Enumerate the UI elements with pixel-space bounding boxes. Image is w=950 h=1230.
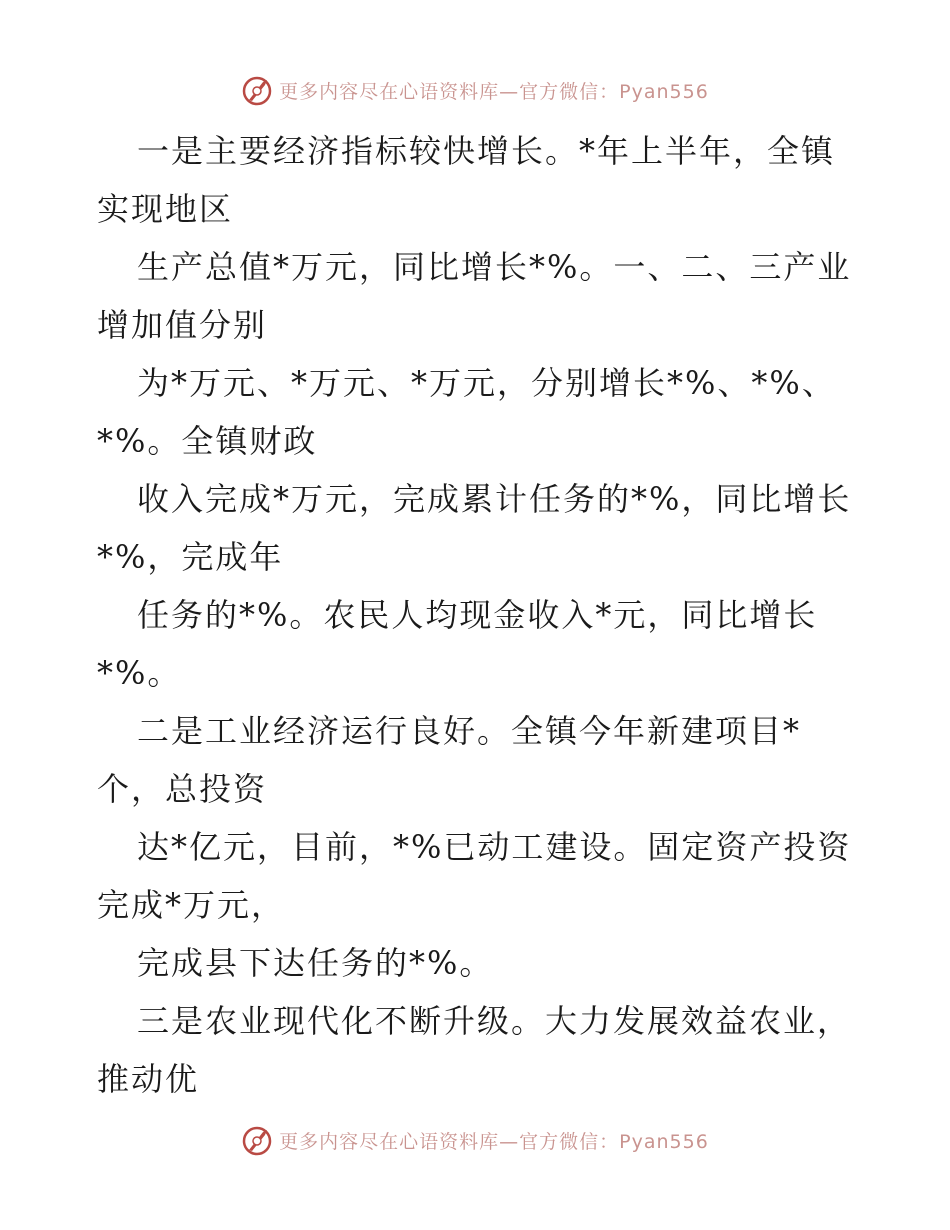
header-watermark: [0, 70, 950, 110]
text-line: 任务的*%。农民人均现金收入*元，同比增长: [137, 596, 818, 634]
text-line: *%，完成年: [97, 538, 284, 576]
text-line: 实现地区: [97, 190, 234, 228]
text-line: 为*万元、*万元、*万元，分别增长*%、*%、: [137, 364, 836, 402]
text-line: 生产总值*万元，同比增长*%。一、二、三产业: [137, 248, 852, 286]
watermark-text: 更多内容尽在心语资料库—官方微信：Pyan556: [279, 1130, 709, 1153]
quill-logo-icon: [241, 74, 273, 106]
text-line: 二是工业经济运行良好。全镇今年新建项目*: [137, 712, 802, 750]
text-line: 收入完成*万元，完成累计任务的*%，同比增长: [137, 480, 852, 518]
text-line: *%。: [97, 654, 182, 692]
text-line: 达*亿元，目前，*%已动工建设。固定资产投资: [137, 828, 852, 866]
text-line: 三是农业现代化不断升级。大力发展效益农业，: [137, 1002, 852, 1040]
text-line: 完成*万元，: [97, 886, 286, 924]
document-body: [97, 122, 852, 1108]
text-line: 增加值分别: [97, 306, 268, 344]
text-line: 推动优: [97, 1060, 200, 1098]
quill-logo-icon: [241, 1124, 273, 1156]
text-line: *%。全镇财政: [97, 422, 318, 460]
text-line: 一是主要经济指标较快增长。*年上半年，全镇: [137, 132, 836, 170]
footer-watermark: [0, 1120, 950, 1160]
watermark-text: 更多内容尽在心语资料库—官方微信：Pyan556: [279, 80, 709, 103]
text-line: 个，总投资: [97, 770, 268, 808]
text-line: 完成县下达任务的*%。: [137, 944, 494, 982]
